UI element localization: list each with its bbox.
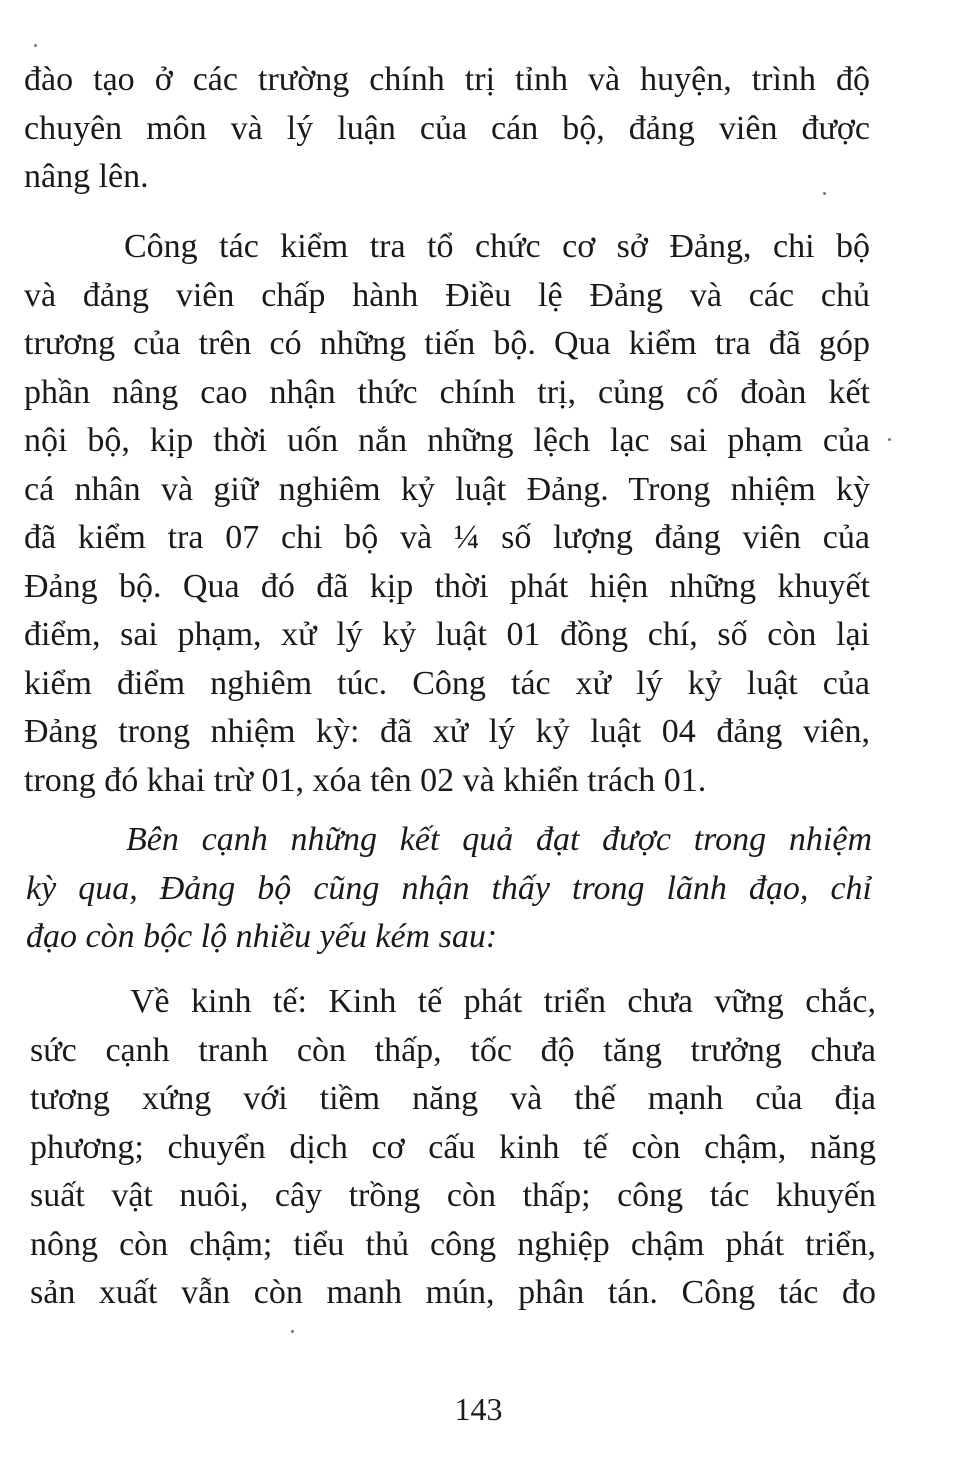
text-line: và đảng viên chấp hành Điều lệ Đảng và các chủ [24,276,870,314]
text-line: tương xứng với tiềm năng và thế mạnh của địa [30,1080,876,1117]
text-line: trong đó khai trừ 01, xóa tên 02 và khiển trách 01. [24,761,707,799]
paragraph-2 [24,223,870,805]
text-line: đạo còn bộc lộ nhiều yếu kém sau: [26,918,498,955]
text-line: Đảng trong nhiệm kỳ: đã xử lý kỷ luật 04 đảng viên, [24,713,870,750]
paragraph-4 [30,978,876,1318]
text-line: đào tạo ở các trường chính trị tỉnh và huyện, trình độ [24,61,870,98]
text-line: Bên cạnh những kết quả đạt được trong nhiệm [126,821,872,858]
scan-speck [34,44,37,47]
scan-speck [291,1330,294,1333]
text-line: phần nâng cao nhận thức chính trị, củng cố đoàn kết [24,373,870,411]
text-line: Đảng bộ. Qua đó đã kịp thời phát hiện những khuyết [24,567,870,605]
scan-speck [888,438,891,441]
text-line: Công tác kiểm tra tổ chức cơ sở Đảng, chi bộ [124,228,870,265]
text-line: sản xuất vẫn còn manh mún, phân tán. Công tác đo [30,1274,876,1311]
text-line: nâng lên. [24,158,149,195]
text-line: Về kinh tế: Kinh tế phát triển chưa vững chắc, [130,983,876,1020]
text-line: nội bộ, kịp thời uốn nắn những lệch lạc sai phạm của [24,422,870,459]
page-number: 143 [454,1391,503,1427]
text-line: nông còn chậm; tiểu thủ công nghiệp chậm phát triển, [30,1225,876,1263]
text-line: kiểm điểm nghiêm túc. Công tác xử lý kỷ luật của [24,664,870,702]
text-line: trương của trên có những tiến bộ. Qua kiểm tra đã góp [24,325,870,362]
paragraph-3-italic [26,816,872,962]
paragraph-1 [24,56,870,202]
text-line: sức cạnh tranh còn thấp, tốc độ tăng trưởng chưa [30,1031,876,1069]
text-line: phương; chuyển dịch cơ cấu kinh tế còn chậm, năng [30,1128,876,1166]
text-line: điểm, sai phạm, xử lý kỷ luật 01 đồng chí, số còn lại [24,616,870,653]
text-line: cá nhân và giữ nghiêm kỷ luật Đảng. Trong nhiệm kỳ [24,470,870,508]
text-line: đã kiểm tra 07 chi bộ và ¼ số lượng đảng viên của [24,519,870,556]
text-line: kỳ qua, Đảng bộ cũng nhận thấy trong lãnh đạo, chỉ [26,869,872,907]
text-line: chuyên môn và lý luận của cán bộ, đảng viên được [24,109,870,147]
text-line: suất vật nuôi, cây trồng còn thấp; công tác khuyến [30,1177,876,1214]
